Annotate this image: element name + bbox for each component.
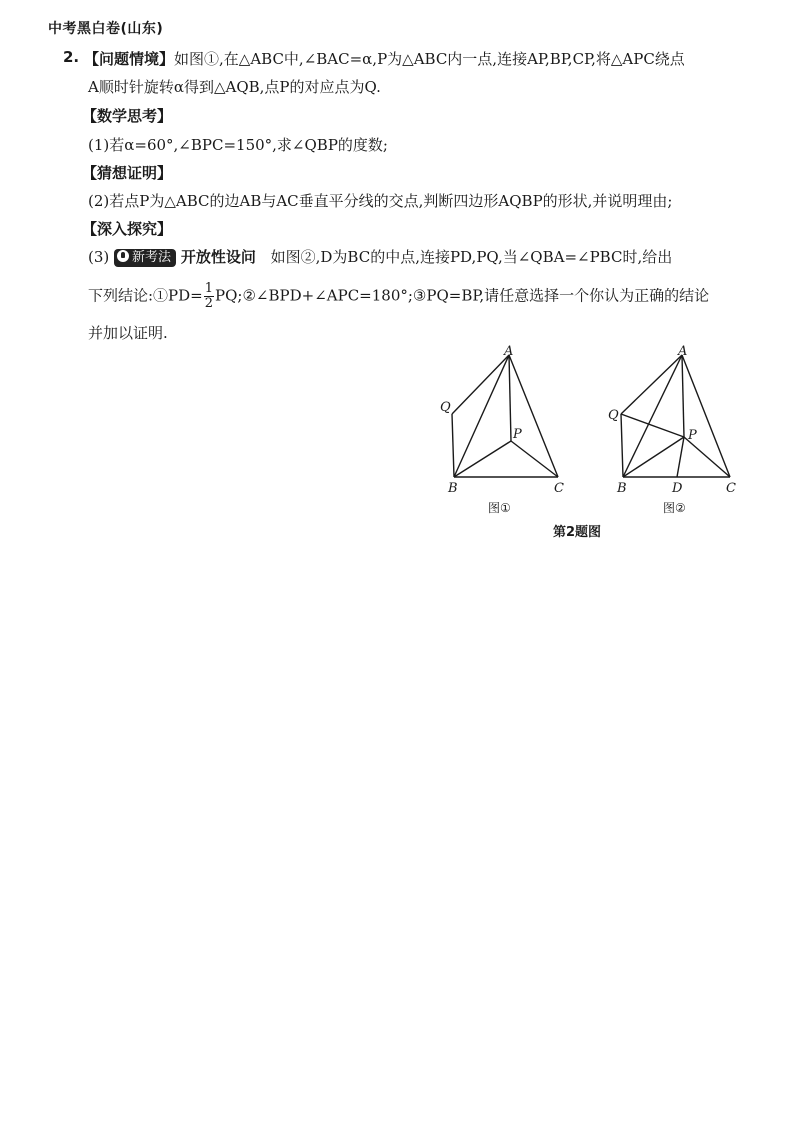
part-3-line-3: 并加以证明.: [88, 324, 168, 342]
label-a: A: [678, 345, 688, 359]
segment-aq: [452, 355, 509, 414]
figure-title: 第2题图: [553, 525, 602, 540]
label-c: C: [554, 481, 564, 496]
fraction-denominator: 2: [204, 296, 214, 311]
segment-ab: [623, 355, 682, 477]
part-2-text: (2)若点P为△ABC的边AB与AC垂直平分线的交点,判断四边形AQBP的形状,并说明理由;: [88, 192, 673, 210]
segment-ac: [682, 355, 730, 477]
part-3-text: 如图②,D为BC的中点,连接PD,PQ,当∠QBA=∠PBC时,给出: [270, 248, 673, 266]
label-q: Q: [608, 408, 619, 423]
part-3-line-2-a: 下列结论:①PD=: [88, 286, 203, 305]
section-heading-problem: 【问题情境】: [84, 50, 175, 68]
part-3-line-2: [88, 282, 709, 311]
fraction-one-half: [204, 282, 214, 311]
segment-pc: [684, 437, 730, 477]
fraction-numerator: 1: [204, 281, 214, 296]
section-heading-thinking: 【数学思考】: [82, 107, 173, 125]
label-p: P: [513, 427, 522, 442]
part-1-text: (1)若α=60°,∠BPC=150°,求∠QBP的度数;: [88, 136, 388, 154]
question-line-1: [84, 48, 685, 70]
figure-1: [430, 345, 580, 520]
segment-qb: [621, 414, 623, 477]
part-3-prefix: (3): [88, 248, 110, 266]
figure-1-caption: 图①: [488, 501, 511, 515]
segment-pd: [677, 437, 684, 477]
segment-ab: [454, 355, 509, 477]
label-d: D: [672, 481, 683, 496]
new-method-badge: [114, 249, 176, 267]
part-3-line-2-b: PQ;②∠BPD+∠APC=180°;③PQ=BP,请任意选择一个你认为正确的结论: [215, 286, 710, 305]
part-3-line-1: [88, 246, 672, 268]
question-number: 2.: [63, 48, 80, 66]
section-heading-explore: 【深入探究】: [82, 220, 173, 238]
figure-2: [600, 345, 750, 520]
open-question-tag: 开放性设问: [180, 248, 256, 266]
question-line-2: A顺时针旋转α得到△AQB,点P的对应点为Q.: [88, 78, 381, 96]
problem-text-1: 如图①,在△ABC中,∠BAC=α,P为△ABC内一点,连接AP,BP,CP,将△APC绕点: [174, 50, 685, 68]
label-b: B: [448, 481, 458, 496]
segment-ap: [509, 355, 511, 441]
label-a: A: [504, 345, 514, 359]
figure-2-caption: 图②: [663, 501, 686, 515]
lightbulb-icon: [117, 250, 129, 262]
label-b: B: [617, 481, 627, 496]
label-c: C: [726, 481, 736, 496]
label-p: P: [688, 428, 697, 443]
section-heading-conjecture: 【猜想证明】: [82, 164, 173, 182]
label-q: Q: [440, 400, 451, 415]
segment-ap: [682, 355, 684, 437]
badge-label: 新考法: [132, 250, 172, 265]
segment-qb: [452, 414, 454, 477]
page-header: 中考黑白卷(山东): [48, 21, 164, 37]
segment-aq: [621, 355, 682, 414]
